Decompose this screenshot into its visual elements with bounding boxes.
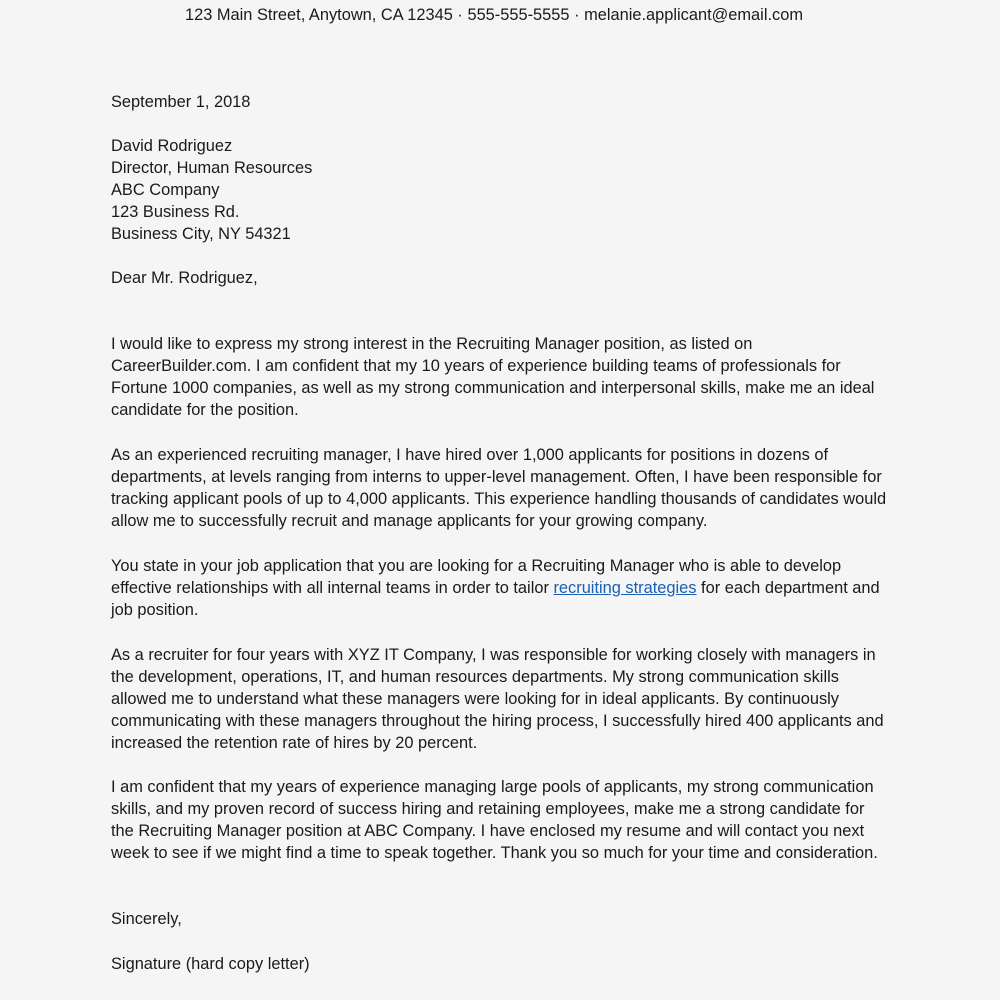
paragraph-4: As a recruiter for four years with XYZ IT Company, I was responsible for working closely with managers in the development, operations, IT, and human resources departments. My strong communication skills allowed me to understand what these managers were looking for in ideal applicants. By continuously communicating with these managers throughout the hiring process, I successfully hired 400 applicants and increased the retention rate of hires by 20 percent. xyxy=(111,646,884,752)
recipient-title: Director, Human Resources xyxy=(111,159,313,177)
salutation: Dear Mr. Rodriguez, xyxy=(111,269,258,287)
paragraph-3 xyxy=(111,555,891,621)
paragraph-5: I am confident that my years of experience managing large pools of applicants, my strong communication skills, and my proven record of success hiring and retaining employees, make me a strong candidate for the Recruiting Manager position at ABC Company. I have enclosed my resume and will contact you next week to see if we might find a time to speak together. Thank you so much for your time and consideration. xyxy=(111,778,878,862)
closing: Sincerely, xyxy=(111,910,182,928)
recipient-name: David Rodriguez xyxy=(111,137,233,155)
paragraph-3-after: for each department and job position. xyxy=(111,579,880,619)
letter-date: September 1, 2018 xyxy=(111,93,251,111)
recruiting-strategies-link[interactable]: recruiting strategies xyxy=(553,579,697,597)
sender-contact-line: 123 Main Street, Anytown, CA 12345 · 555-555-5555 · melanie.applicant@email.com xyxy=(185,6,803,24)
recipient-city: Business City, NY 54321 xyxy=(111,225,291,243)
paragraph-1: I would like to express my strong interest in the Recruiting Manager position, as listed on CareerBuilder.com. I am confident that my 10 years of experience building teams of professionals for Fortune 1000 companies, as well as my strong communication and interpersonal skills, make me an ideal candidate for the position. xyxy=(111,335,875,419)
signature: Signature (hard copy letter) xyxy=(111,955,310,973)
paragraph-2: As an experienced recruiting manager, I have hired over 1,000 applicants for positions in dozens of departments, at levels ranging from interns to upper-level management. Often, I have been responsible for tracking applicant pools of up to 4,000 applicants. This experience handling thousands of candidates would allow me to successfully recruit and manage applicants for your growing company. xyxy=(111,446,887,530)
paragraph-3-before: You state in your job application that you are looking for a Recruiting Manager who is able to develop effective relationships with all internal teams in order to tailor xyxy=(111,557,842,597)
recipient-company: ABC Company xyxy=(111,181,220,199)
recipient-address-block xyxy=(111,135,891,245)
recipient-street: 123 Business Rd. xyxy=(111,203,240,221)
